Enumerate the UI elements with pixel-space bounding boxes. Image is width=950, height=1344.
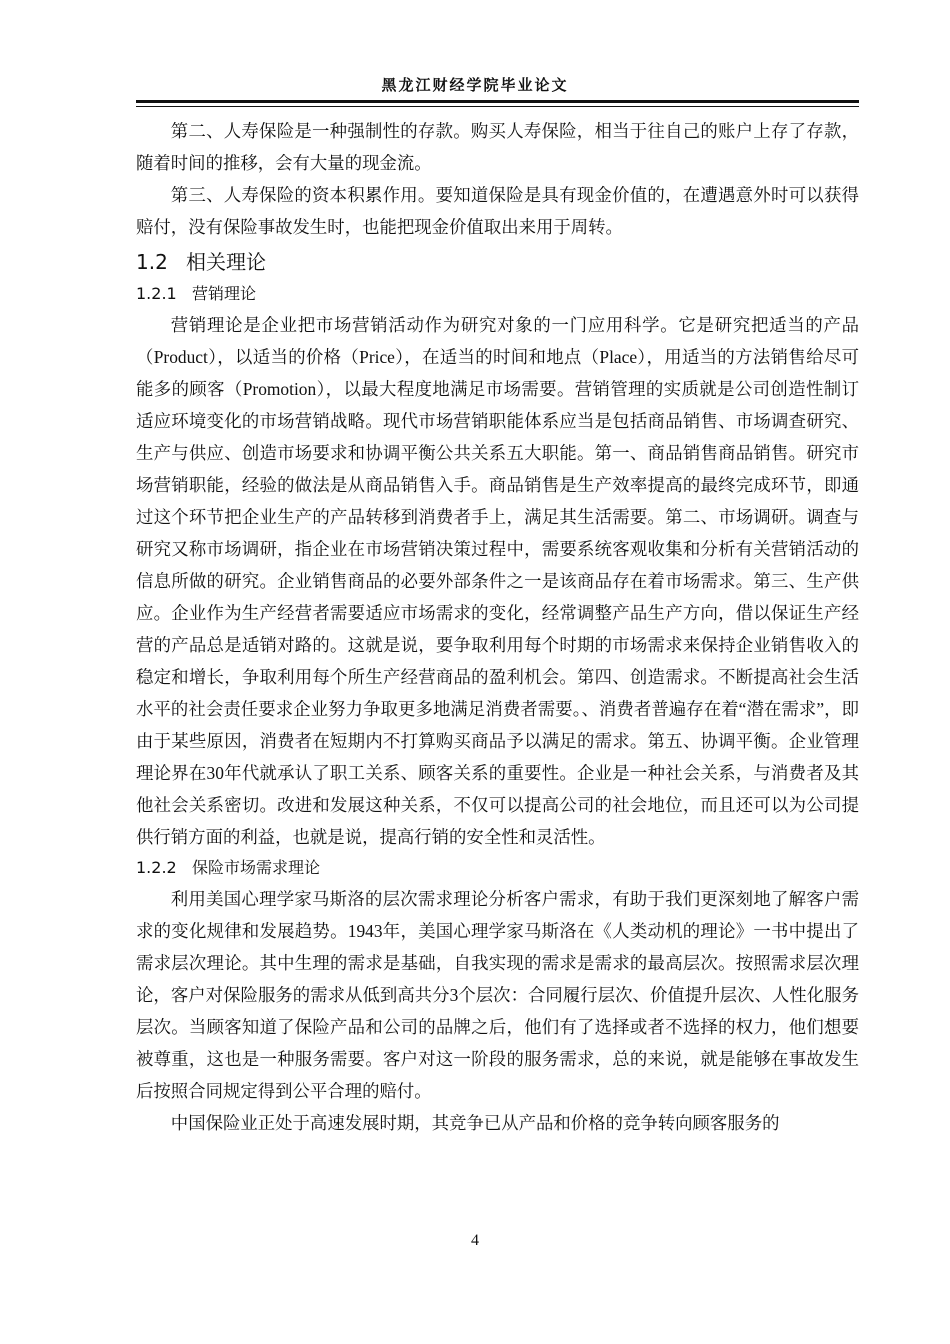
header-rule-thick <box>136 100 859 103</box>
paragraph: 第三、人寿保险的资本积累作用。要知道保险是具有现金价值的，在遭遇意外时可以获得赔付，没有保险事故发生时，也能把现金价值取出来用于周转。 <box>136 185 859 237</box>
paragraph: 中国保险业正处于高速发展时期，其竞争已从产品和价格的竞争转向顾客服务的 <box>170 1113 780 1133</box>
running-header-title: 黑龙江财经学院毕业论文 <box>381 76 569 94</box>
paragraph: 第二、人寿保险是一种强制性的存款。购买人寿保险，相当于往自己的账户上存了存款，随着时间的推移，会有大量的现金流。 <box>136 121 859 173</box>
subsection-heading-1-2-2 <box>136 853 859 883</box>
subsection-number: 1.2.2 <box>136 858 177 877</box>
section-heading-1-2 <box>136 245 859 279</box>
section-title: 相关理论 <box>186 250 266 274</box>
page-number: 4 <box>471 1232 479 1249</box>
paragraph: 利用美国心理学家马斯洛的层次需求理论分析客户需求，有助于我们更深刻地了解客户需求的变化规律和发展趋势。1943年，美国心理学家马斯洛在《人类动机的理论》一书中提出了需求层次理论。其中生理的需求是基础，自我实现的需求是需求的最高层次。按照需求层次理论，客户对保险服务的需求从低到高共分3个层次：合同履行层次、价值提升层次、人性化服务层次。当顾客知道了保险产品和公司的品牌之后，他们有了选择或者不选择的权力，他们想要被尊重，这也是一种服务需要。客户对这一阶段的服务需求，总的来说，就是能够在事故发生后按照合同规定得到公平合理的赔付。 <box>136 889 859 1101</box>
section-number: 1.2 <box>136 250 168 274</box>
header-rule-thin <box>136 106 859 107</box>
subsection-title: 保险市场需求理论 <box>192 858 321 877</box>
subsection-heading-1-2-1 <box>136 279 859 309</box>
body-text <box>136 115 859 1139</box>
paragraph: 营销理论是企业把市场营销活动作为研究对象的一门应用科学。它是研究把适当的产品（Product），以适当的价格（Price），在适当的时间和地点（Place），用适当的方法销售给尽可能多的顾客（Promotion），以最大程度地满足市场需要。营销管理的实质就是公司创造性制订适应环境变化的市场营销战略。现代市场营销职能体系应当是包括商品销售、市场调查研究、生产与供应、创造市场要求和协调平衡公共关系五大职能。第一、商品销售商品销售。研究市场营销职能，经验的做法是从商品销售入手。商品销售是生产效率提高的最终完成环节，即通过这个环节把企业生产的产品转移到消费者手上，满足其生活需要。第二、市场调研。调查与研究又称市场调研，指企业在市场营销决策过程中，需要系统客观收集和分析有关营销活动的信息所做的研究。企业销售商品的必要外部条件之一是该商品存在着市场需求。第三、生产供应。企业作为生产经营者需要适应市场需求的变化，经常调整产品生产方向，借以保证生产经营的产品总是适销对路的。这就是说，要争取利用每个时期的市场需求来保持企业销售收入的稳定和增长，争取利用每个所生产经营商品的盈利机会。第四、创造需求。不断提高社会生活水平的社会责任要求企业努力争取更多地满足消费者需要。、消费者普遍存在着“潜在需求”，即由于某些原因，消费者在短期内不打算购买商品予以满足的需求。第五、协调平衡。企业管理理论界在30年代就承认了职工关系、顾客关系的重要性。企业是一种社会关系，与消费者及其他社会关系密切。改进和发展这种关系，不仅可以提高公司的社会地位，而且还可以为公司提供行销方面的利益，也就是说，提高行销的安全性和灵活性。 <box>136 315 859 847</box>
subsection-number: 1.2.1 <box>136 284 177 303</box>
subsection-title: 营销理论 <box>192 284 257 303</box>
